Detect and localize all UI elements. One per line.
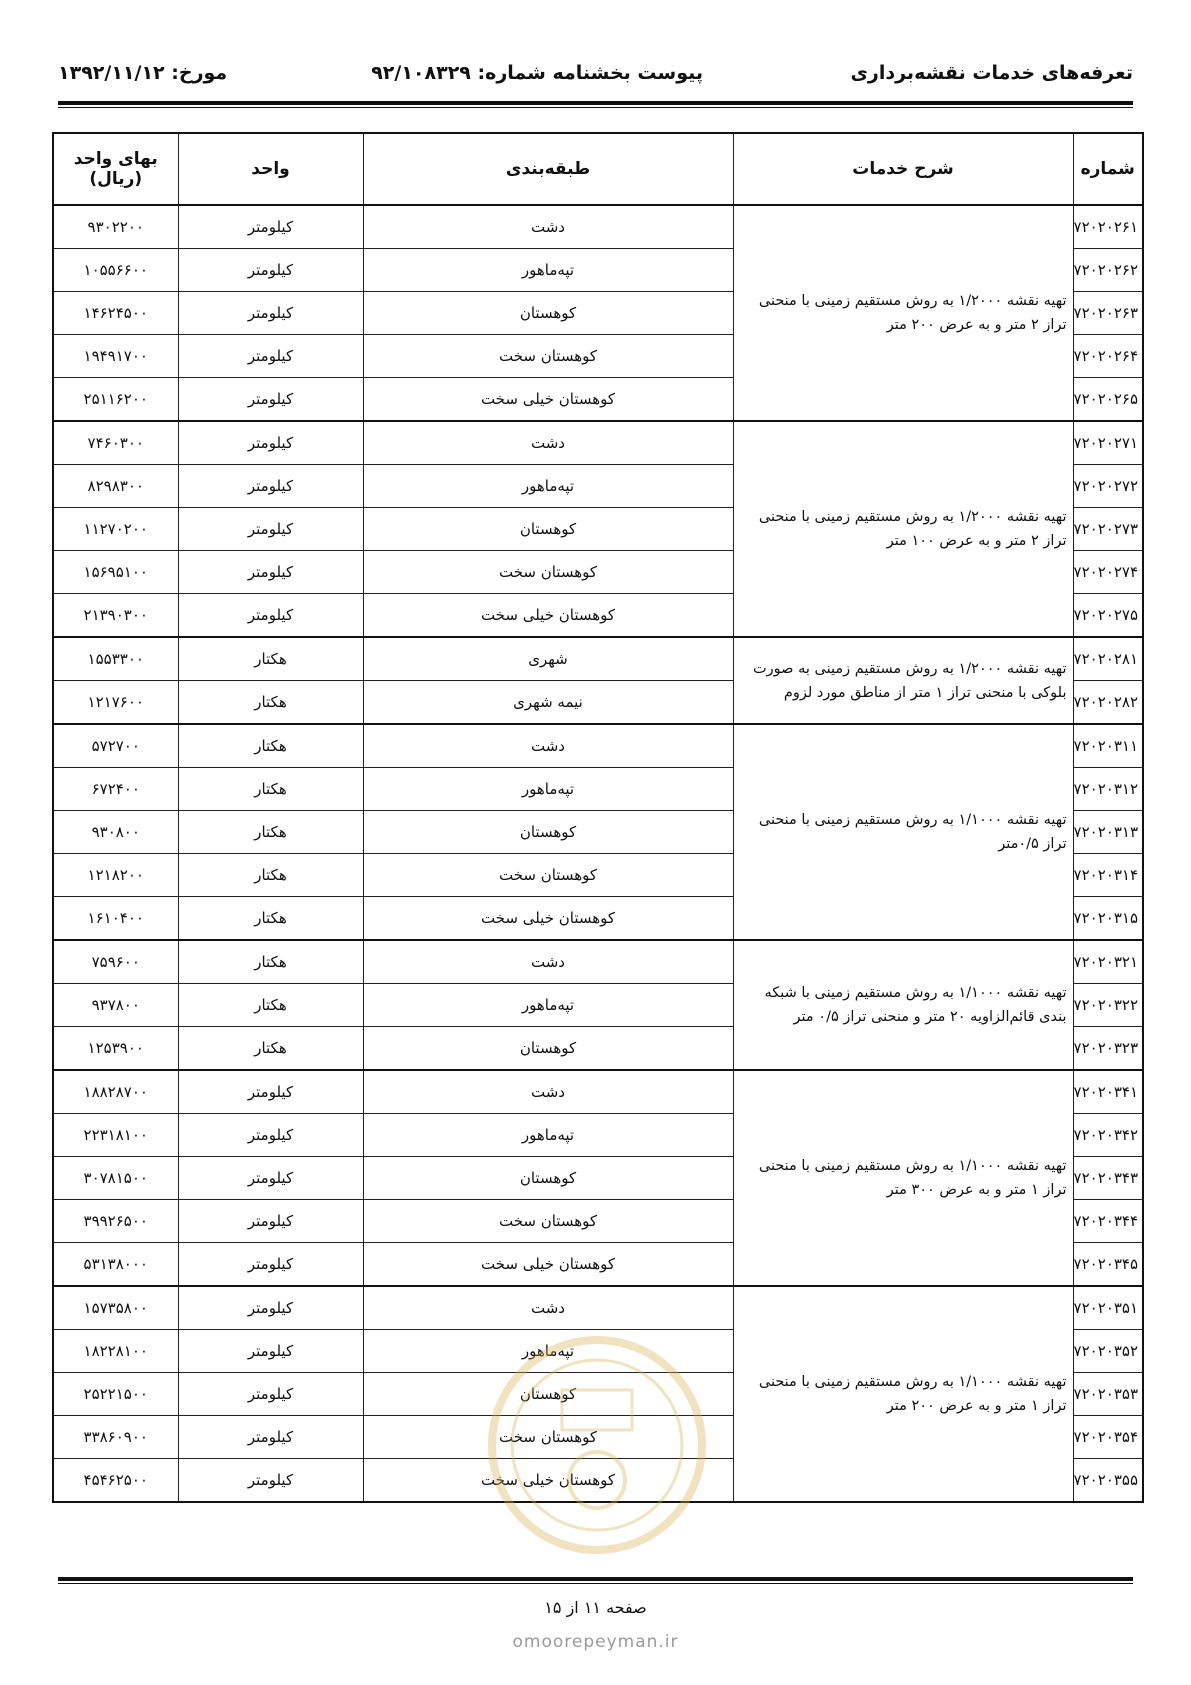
header-price-line1: بهای واحد	[73, 149, 158, 169]
header-unit: واحد	[178, 133, 363, 205]
service-code: ۷۲۰۲۰۲۸۱	[1073, 637, 1143, 681]
category-cell: کوهستان سخت	[363, 551, 733, 594]
service-code: ۷۲۰۲۰۳۴۵	[1073, 1243, 1143, 1287]
header-category: طبقه‌بندی	[363, 133, 733, 205]
page-header	[58, 56, 1133, 96]
unit-price-cell: ۱۹۴۹۱۷۰۰	[53, 335, 178, 378]
service-code: ۷۲۰۲۰۳۱۵	[1073, 897, 1143, 941]
unit-cell: کیلومتر	[178, 421, 363, 465]
unit-cell: کیلومتر	[178, 1200, 363, 1243]
document-title: تعرفه‌های خدمات نقشه‌برداری	[850, 62, 1133, 84]
category-cell: کوهستان سخت	[363, 854, 733, 897]
unit-cell: کیلومتر	[178, 335, 363, 378]
document-date: مورخ: ۱۳۹۲/۱۱/۱۲	[58, 62, 228, 84]
unit-price-cell: ۱۲۵۳۹۰۰	[53, 1027, 178, 1071]
table-row	[53, 637, 1143, 681]
service-code: ۷۲۰۲۰۳۵۵	[1073, 1459, 1143, 1503]
category-cell: کوهستان	[363, 292, 733, 335]
unit-price-cell: ۲۵۱۱۶۲۰۰	[53, 378, 178, 422]
unit-cell: هکتار	[178, 768, 363, 811]
service-code: ۷۲۰۲۰۳۴۳	[1073, 1157, 1143, 1200]
unit-price-cell: ۱۸۸۲۸۷۰۰	[53, 1070, 178, 1114]
category-cell: دشت	[363, 205, 733, 249]
category-cell: دشت	[363, 1286, 733, 1330]
category-cell: کوهستان خیلی سخت	[363, 1243, 733, 1287]
unit-cell: هکتار	[178, 940, 363, 984]
table-row	[53, 1286, 1143, 1330]
unit-price-cell: ۱۵۷۳۵۸۰۰	[53, 1286, 178, 1330]
watermark-seal	[482, 1330, 712, 1560]
header-rule-thin	[58, 107, 1133, 108]
unit-price-cell: ۲۵۲۲۱۵۰۰	[53, 1373, 178, 1416]
category-cell: دشت	[363, 724, 733, 768]
table-row	[53, 724, 1143, 768]
unit-price-cell: ۱۲۱۸۲۰۰	[53, 854, 178, 897]
unit-cell: کیلومتر	[178, 1114, 363, 1157]
unit-cell: کیلومتر	[178, 1416, 363, 1459]
category-cell: تپه‌ماهور	[363, 465, 733, 508]
unit-cell: هکتار	[178, 681, 363, 725]
unit-price-cell: ۲۲۳۱۸۱۰۰	[53, 1114, 178, 1157]
unit-cell: هکتار	[178, 811, 363, 854]
service-code: ۷۲۰۲۰۲۸۲	[1073, 681, 1143, 725]
category-cell: کوهستان	[363, 1373, 733, 1416]
category-cell: شهری	[363, 637, 733, 681]
unit-price-cell: ۹۳۰۸۰۰	[53, 811, 178, 854]
service-code: ۷۲۰۲۰۲۶۵	[1073, 378, 1143, 422]
service-code: ۷۲۰۲۰۲۷۴	[1073, 551, 1143, 594]
category-cell: کوهستان	[363, 1027, 733, 1071]
service-code: ۷۲۰۲۰۳۲۲	[1073, 984, 1143, 1027]
service-code: ۷۲۰۲۰۲۶۲	[1073, 249, 1143, 292]
unit-cell: کیلومتر	[178, 1286, 363, 1330]
category-cell: کوهستان خیلی سخت	[363, 594, 733, 638]
category-cell: تپه‌ماهور	[363, 1330, 733, 1373]
unit-price-cell: ۱۸۲۲۸۱۰۰	[53, 1330, 178, 1373]
unit-price-cell: ۵۳۱۳۸۰۰۰	[53, 1243, 178, 1287]
unit-cell: هکتار	[178, 854, 363, 897]
header-unit-price	[53, 133, 178, 205]
unit-cell: کیلومتر	[178, 465, 363, 508]
service-code: ۷۲۰۲۰۳۴۲	[1073, 1114, 1143, 1157]
unit-cell: کیلومتر	[178, 378, 363, 422]
unit-price-cell: ۹۳۷۸۰۰	[53, 984, 178, 1027]
service-code: ۷۲۰۲۰۳۵۳	[1073, 1373, 1143, 1416]
unit-price-cell: ۶۷۲۴۰۰	[53, 768, 178, 811]
unit-cell: هکتار	[178, 984, 363, 1027]
category-cell: کوهستان	[363, 1157, 733, 1200]
table-row	[53, 205, 1143, 249]
category-cell: کوهستان سخت	[363, 335, 733, 378]
unit-price-cell: ۷۴۶۰۳۰۰	[53, 421, 178, 465]
unit-cell: کیلومتر	[178, 1243, 363, 1287]
service-code: ۷۲۰۲۰۳۱۴	[1073, 854, 1143, 897]
category-cell: دشت	[363, 421, 733, 465]
footer-rule	[58, 1577, 1133, 1581]
unit-cell: هکتار	[178, 897, 363, 941]
service-code: ۷۲۰۲۰۳۲۱	[1073, 940, 1143, 984]
unit-cell: هکتار	[178, 724, 363, 768]
service-description: تهیه نقشه ۱/۱۰۰۰ به روش مستقیم زمینی با منحنی تراز ۰/۵متر	[733, 724, 1073, 940]
service-code: ۷۲۰۲۰۳۱۲	[1073, 768, 1143, 811]
category-cell: کوهستان	[363, 811, 733, 854]
service-code: ۷۲۰۲۰۳۵۱	[1073, 1286, 1143, 1330]
unit-price-cell: ۹۳۰۲۲۰۰	[53, 205, 178, 249]
unit-cell: کیلومتر	[178, 1157, 363, 1200]
header-price-line2: (ریال)	[89, 169, 143, 189]
table-header-row	[53, 133, 1143, 205]
unit-cell: هکتار	[178, 637, 363, 681]
category-cell: کوهستان سخت	[363, 1200, 733, 1243]
unit-cell: کیلومتر	[178, 594, 363, 638]
unit-price-cell: ۴۵۴۶۲۵۰۰	[53, 1459, 178, 1503]
unit-price-cell: ۱۴۶۲۴۵۰۰	[53, 292, 178, 335]
category-cell: تپه‌ماهور	[363, 1114, 733, 1157]
service-code: ۷۲۰۲۰۳۴۱	[1073, 1070, 1143, 1114]
footer-rule-thin	[58, 1583, 1133, 1584]
category-cell: نیمه شهری	[363, 681, 733, 725]
unit-price-cell: ۳۳۸۶۰۹۰۰	[53, 1416, 178, 1459]
service-description: تهیه نقشه ۱/۱۰۰۰ به روش مستقیم زمینی با منحنی تراز ۱ متر و به عرض ۳۰۰ متر	[733, 1070, 1073, 1286]
service-code: ۷۲۰۲۰۲۷۲	[1073, 465, 1143, 508]
category-cell: کوهستان خیلی سخت	[363, 378, 733, 422]
unit-price-cell: ۵۷۲۷۰۰	[53, 724, 178, 768]
unit-cell: کیلومتر	[178, 1373, 363, 1416]
unit-cell: کیلومتر	[178, 551, 363, 594]
category-cell: تپه‌ماهور	[363, 984, 733, 1027]
category-cell: کوهستان سخت	[363, 1416, 733, 1459]
service-code: ۷۲۰۲۰۲۶۱	[1073, 205, 1143, 249]
service-code: ۷۲۰۲۰۳۵۴	[1073, 1416, 1143, 1459]
table-row	[53, 421, 1143, 465]
page-number: صفحه ۱۱ از ۱۵	[544, 1598, 647, 1617]
service-code: ۷۲۰۲۰۲۷۱	[1073, 421, 1143, 465]
unit-price-cell: ۱۵۵۳۳۰۰	[53, 637, 178, 681]
category-cell: دشت	[363, 940, 733, 984]
category-cell: کوهستان خیلی سخت	[363, 897, 733, 941]
unit-price-cell: ۱۱۲۷۰۲۰۰	[53, 508, 178, 551]
service-code: ۷۲۰۲۰۲۶۴	[1073, 335, 1143, 378]
unit-cell: کیلومتر	[178, 1330, 363, 1373]
unit-cell: کیلومتر	[178, 1459, 363, 1503]
unit-price-cell: ۳۹۹۲۶۵۰۰	[53, 1200, 178, 1243]
service-code: ۷۲۰۲۰۳۲۳	[1073, 1027, 1143, 1071]
tariff-table	[52, 132, 1144, 1503]
header-description: شرح خدمات	[733, 133, 1073, 205]
service-description: تهیه نقشه ۱/۲۰۰۰ به روش مستقیم زمینی با منحنی تراز ۲ متر و به عرض ۱۰۰ متر	[733, 421, 1073, 637]
unit-price-cell: ۱۶۱۰۴۰۰	[53, 897, 178, 941]
service-code: ۷۲۰۲۰۲۶۳	[1073, 292, 1143, 335]
unit-cell: کیلومتر	[178, 205, 363, 249]
category-cell: تپه‌ماهور	[363, 249, 733, 292]
website-watermark: omoorepeyman.ir	[512, 1632, 679, 1652]
header-number: شماره	[1073, 133, 1143, 205]
unit-cell: هکتار	[178, 1027, 363, 1071]
service-code: ۷۲۰۲۰۳۴۴	[1073, 1200, 1143, 1243]
unit-price-cell: ۱۰۵۵۶۶۰۰	[53, 249, 178, 292]
service-code: ۷۲۰۲۰۳۱۳	[1073, 811, 1143, 854]
category-cell: کوهستان	[363, 508, 733, 551]
category-cell: کوهستان خیلی سخت	[363, 1459, 733, 1503]
table-body	[53, 205, 1143, 1502]
service-description: تهیه نقشه ۱/۱۰۰۰ به روش مستقیم زمینی با منحنی تراز ۱ متر و به عرض ۲۰۰ متر	[733, 1286, 1073, 1502]
service-description: تهیه نقشه ۱/۱۰۰۰ به روش مستقیم زمینی با شبکه بندی قائم‌الزاویه ۲۰ متر و منحنی تراز ۰/۵ متر	[733, 940, 1073, 1070]
unit-cell: کیلومتر	[178, 1070, 363, 1114]
unit-price-cell: ۲۱۳۹۰۳۰۰	[53, 594, 178, 638]
service-code: ۷۲۰۲۰۳۵۲	[1073, 1330, 1143, 1373]
header-rule	[58, 101, 1133, 105]
circular-number: پیوست بخشنامه شماره: ۹۲/۱۰۸۳۲۹	[371, 62, 703, 84]
unit-price-cell: ۸۲۹۸۳۰۰	[53, 465, 178, 508]
service-code: ۷۲۰۲۰۳۱۱	[1073, 724, 1143, 768]
category-cell: تپه‌ماهور	[363, 768, 733, 811]
unit-price-cell: ۱۲۱۷۶۰۰	[53, 681, 178, 725]
unit-price-cell: ۷۵۹۶۰۰	[53, 940, 178, 984]
service-description: تهیه نقشه ۱/۲۰۰۰ به روش مستقیم زمینی به صورت بلوکی با منحنی تراز ۱ متر از مناطق مورد لزوم	[733, 637, 1073, 724]
table-row	[53, 940, 1143, 984]
service-code: ۷۲۰۲۰۲۷۵	[1073, 594, 1143, 638]
unit-cell: کیلومتر	[178, 292, 363, 335]
unit-price-cell: ۱۵۶۹۵۱۰۰	[53, 551, 178, 594]
unit-cell: کیلومتر	[178, 508, 363, 551]
service-code: ۷۲۰۲۰۲۷۳	[1073, 508, 1143, 551]
unit-price-cell: ۳۰۷۸۱۵۰۰	[53, 1157, 178, 1200]
service-description: تهیه نقشه ۱/۲۰۰۰ به روش مستقیم زمینی با منحنی تراز ۲ متر و به عرض ۲۰۰ متر	[733, 205, 1073, 421]
table-row	[53, 1070, 1143, 1114]
unit-cell: کیلومتر	[178, 249, 363, 292]
category-cell: دشت	[363, 1070, 733, 1114]
